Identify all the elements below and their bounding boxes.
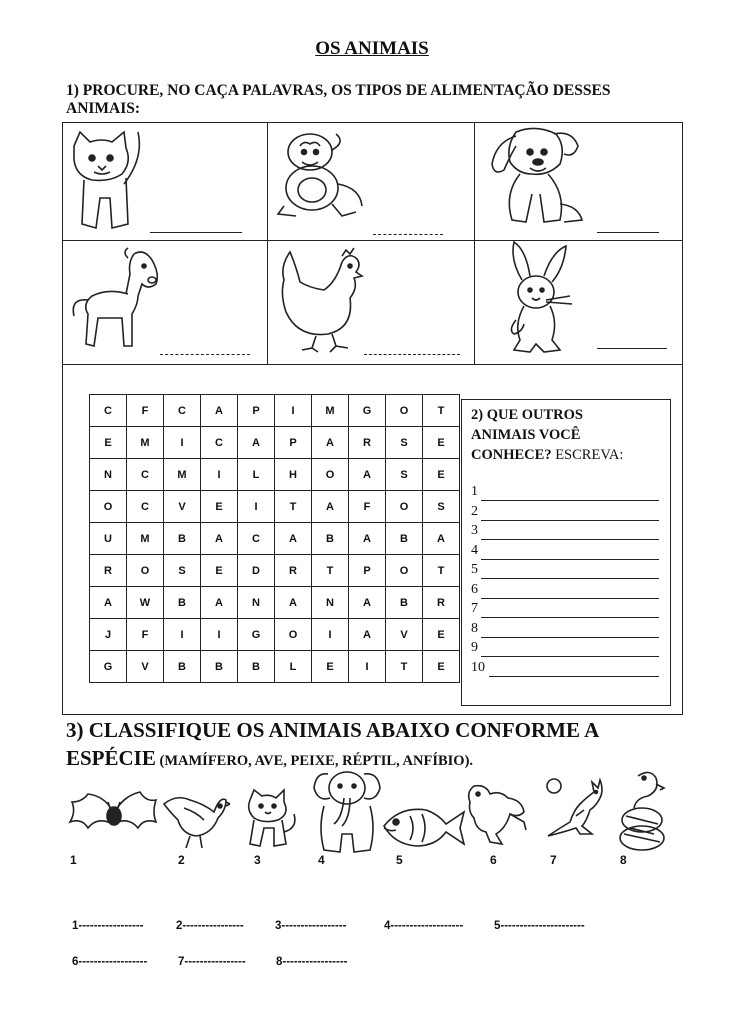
word-search-cell[interactable]: C [238,523,275,555]
word-search-cell[interactable]: A [201,395,238,427]
word-search-cell[interactable]: O [127,555,164,587]
kangaroo-icon [540,776,606,849]
word-search-cell[interactable]: O [312,459,349,491]
animal-number: 7 [550,853,557,867]
question-2-line: CONHECE? [471,447,552,463]
answer-blank[interactable] [597,232,659,233]
word-search-cell[interactable]: A [201,523,238,555]
word-search-cell[interactable]: T [386,651,423,683]
answer-underline[interactable] [481,559,659,560]
word-search-cell[interactable]: O [90,491,127,523]
question-2-line: ANIMAIS VOCÊ [471,427,581,443]
word-search-cell[interactable]: I [164,427,201,459]
word-search-cell[interactable]: L [275,651,312,683]
word-search-cell[interactable]: R [90,555,127,587]
elephant-icon [312,768,382,859]
word-search-cell[interactable]: I [201,619,238,651]
question-3-line: ESPÉCIE [66,746,156,770]
word-search-cell[interactable]: C [127,459,164,491]
answer-line[interactable]: 7---------------- [178,956,246,968]
word-search-cell[interactable]: G [90,651,127,683]
word-search-cell[interactable]: C [201,427,238,459]
word-search-cell[interactable]: M [164,459,201,491]
word-search-cell[interactable]: M [127,427,164,459]
cat-icon [66,128,146,241]
word-search-cell[interactable]: A [349,587,386,619]
word-search-cell[interactable]: B [238,651,275,683]
animal-number: 3 [254,853,261,867]
word-search-cell[interactable]: S [423,491,460,523]
word-search-cell[interactable]: U [90,523,127,555]
word-search-cell[interactable]: C [90,395,127,427]
answer-underline[interactable] [481,598,659,599]
word-search-cell[interactable]: R [423,587,460,619]
line-number: 3 [471,523,478,538]
answer-underline[interactable] [481,520,659,521]
word-search-cell[interactable]: B [201,651,238,683]
word-search-cell[interactable]: A [90,587,127,619]
answer-line[interactable]: 4------------------- [384,920,464,932]
word-search-row [90,619,460,651]
answer-line[interactable]: 6------------------ [72,956,148,968]
word-search-cell[interactable]: M [127,523,164,555]
word-search-cell[interactable]: O [275,619,312,651]
answer-underline[interactable] [481,539,659,540]
word-search-row [90,491,460,523]
numbered-answer-line[interactable] [471,582,659,602]
word-search-cell[interactable]: B [164,587,201,619]
animal-number: 1 [70,853,77,867]
snake-icon [616,768,666,857]
line-number: 6 [471,581,478,597]
word-search-cell[interactable]: R [349,427,386,459]
word-search-cell[interactable]: V [386,619,423,651]
word-search-cell[interactable]: N [238,587,275,619]
rabbit-icon [500,240,580,361]
dog-icon [486,124,586,239]
word-search-cell[interactable]: D [238,555,275,587]
animal-number: 2 [178,853,185,867]
question-2-line: 2) QUE OUTROS [471,407,583,423]
answer-blank[interactable] [597,348,667,349]
word-search-cell[interactable]: E [312,651,349,683]
numbered-answer-line[interactable] [471,621,659,641]
line-number: 9 [471,640,478,655]
answer-underline[interactable] [481,637,659,638]
word-search-cell[interactable]: V [164,491,201,523]
answer-underline[interactable] [481,578,659,579]
answer-underline[interactable] [489,676,659,677]
animal-number: 5 [396,853,403,867]
word-search-cell[interactable]: A [275,523,312,555]
grid-divider [62,364,683,365]
word-search-cell[interactable]: S [386,459,423,491]
word-search-cell[interactable]: M [312,395,349,427]
word-search-cell[interactable]: I [312,619,349,651]
numbered-answer-line[interactable] [471,484,659,504]
animal-number: 6 [490,853,497,867]
word-search-cell[interactable]: E [201,491,238,523]
answer-blank[interactable] [160,354,250,355]
answer-underline[interactable] [481,500,659,501]
question-1: 1) PROCURE, NO CAÇA PALAVRAS, OS TIPOS DE ALIMENTAÇÃO DESSES ANIMAIS: [66,82,611,117]
word-search-cell[interactable]: V [127,651,164,683]
word-search-cell[interactable]: B [386,587,423,619]
bird-icon [160,790,230,857]
word-search-cell[interactable]: A [238,427,275,459]
animal-number: 8 [620,853,627,867]
answer-underline[interactable] [481,656,659,657]
answer-blank[interactable] [373,234,443,235]
word-search-cell[interactable]: I [164,619,201,651]
numbered-answer-line[interactable] [471,504,659,524]
word-search-cell[interactable]: S [386,427,423,459]
word-search-cell[interactable]: A [349,459,386,491]
fish-icon [380,804,466,855]
question-2-line: ESCREVA: [551,447,624,463]
word-search-cell[interactable]: O [386,555,423,587]
answer-blank[interactable] [364,354,460,355]
animal-number: 4 [318,853,325,867]
question-3-line: 3) CLASSIFIQUE OS ANIMAIS ABAIXO CONFORME A [66,718,600,742]
monkey-icon [276,130,366,225]
word-search-cell[interactable]: O [386,395,423,427]
line-number: 5 [471,562,478,577]
frog-icon [466,782,528,853]
word-search-cell[interactable]: E [423,651,460,683]
answer-blank[interactable] [150,232,242,233]
answer-underline[interactable] [481,617,659,618]
word-search-row [90,395,460,427]
word-search-cell[interactable]: I [238,491,275,523]
word-search-cell[interactable]: O [386,491,423,523]
numbered-answer-line[interactable] [471,562,659,582]
word-search-cell[interactable]: E [423,427,460,459]
word-search-cell[interactable]: E [201,555,238,587]
word-search-cell[interactable]: T [423,395,460,427]
question-3 [66,716,726,775]
word-search-cell[interactable]: P [275,427,312,459]
chicken-icon [276,242,366,359]
word-search-cell[interactable]: P [349,555,386,587]
word-search-cell[interactable]: R [275,555,312,587]
bat-icon [68,788,158,843]
line-number: 1 [471,484,478,499]
horse-icon [68,244,164,359]
word-search-cell[interactable]: F [127,619,164,651]
word-search-cell[interactable]: T [275,491,312,523]
answer-line[interactable]: 3----------------- [275,920,347,932]
grid-divider [267,122,268,365]
page-title: OS ANIMAIS [315,38,429,59]
word-search-cell[interactable]: E [423,619,460,651]
word-search-cell[interactable]: P [238,395,275,427]
word-search-cell[interactable]: E [423,459,460,491]
grid-divider [474,122,475,365]
line-number: 8 [471,620,478,636]
word-search-row [90,523,460,555]
numbered-answer-line[interactable] [471,523,659,543]
word-search-cell[interactable]: T [423,555,460,587]
grid-divider [62,240,683,241]
numbered-answer-line[interactable] [471,601,659,621]
answer-line[interactable]: 2---------------- [176,920,244,932]
word-search-cell[interactable]: A [312,427,349,459]
word-search-cell[interactable]: A [275,587,312,619]
word-search-cell[interactable]: I [275,395,312,427]
numbered-answer-line[interactable] [471,543,659,563]
answer-line[interactable]: 5---------------------- [494,920,585,932]
word-search-cell[interactable]: A [312,491,349,523]
word-search-row [90,427,460,459]
word-search-cell[interactable]: F [127,395,164,427]
word-search-cell[interactable]: B [312,523,349,555]
word-search-cell[interactable]: C [127,491,164,523]
word-search-cell[interactable]: J [90,619,127,651]
answer-line[interactable]: 8----------------- [276,956,348,968]
word-search-cell[interactable]: T [312,555,349,587]
word-search-cell[interactable]: I [349,651,386,683]
word-search-cell[interactable]: G [349,395,386,427]
word-search-row [90,459,460,491]
word-search-cell[interactable]: C [164,395,201,427]
line-number: 4 [471,542,478,558]
word-search-cell[interactable]: G [238,619,275,651]
word-search-cell[interactable]: B [164,523,201,555]
numbered-answer-line[interactable] [471,660,659,680]
word-search-cell[interactable]: F [349,491,386,523]
line-number: 2 [471,503,478,519]
word-search-cell[interactable]: A [423,523,460,555]
word-search-row [90,587,460,619]
word-search-cell[interactable]: S [164,555,201,587]
question-3-line: (MAMÍFERO, AVE, PEIXE, RÉPTIL, ANFÍBIO). [155,753,474,769]
word-search-cell[interactable]: N [90,459,127,491]
word-search-row [90,555,460,587]
word-search-cell[interactable]: I [201,459,238,491]
word-search-cell[interactable]: E [90,427,127,459]
word-search-cell[interactable]: N [312,587,349,619]
numbered-answer-line[interactable] [471,640,659,660]
word-search-cell[interactable]: A [349,619,386,651]
answer-line[interactable]: 1----------------- [72,920,144,932]
word-search-cell[interactable]: H [275,459,312,491]
word-search-cell[interactable]: A [349,523,386,555]
word-search-cell[interactable]: L [238,459,275,491]
line-number: 7 [471,601,478,616]
word-search-grid [89,394,460,683]
word-search-cell[interactable]: W [127,587,164,619]
cat-icon [244,788,300,855]
word-search-row [90,651,460,683]
word-search-cell[interactable]: B [164,651,201,683]
word-search-cell[interactable]: A [201,587,238,619]
line-number: 10 [471,659,485,675]
word-search-cell[interactable]: B [386,523,423,555]
question-2 [471,405,666,465]
